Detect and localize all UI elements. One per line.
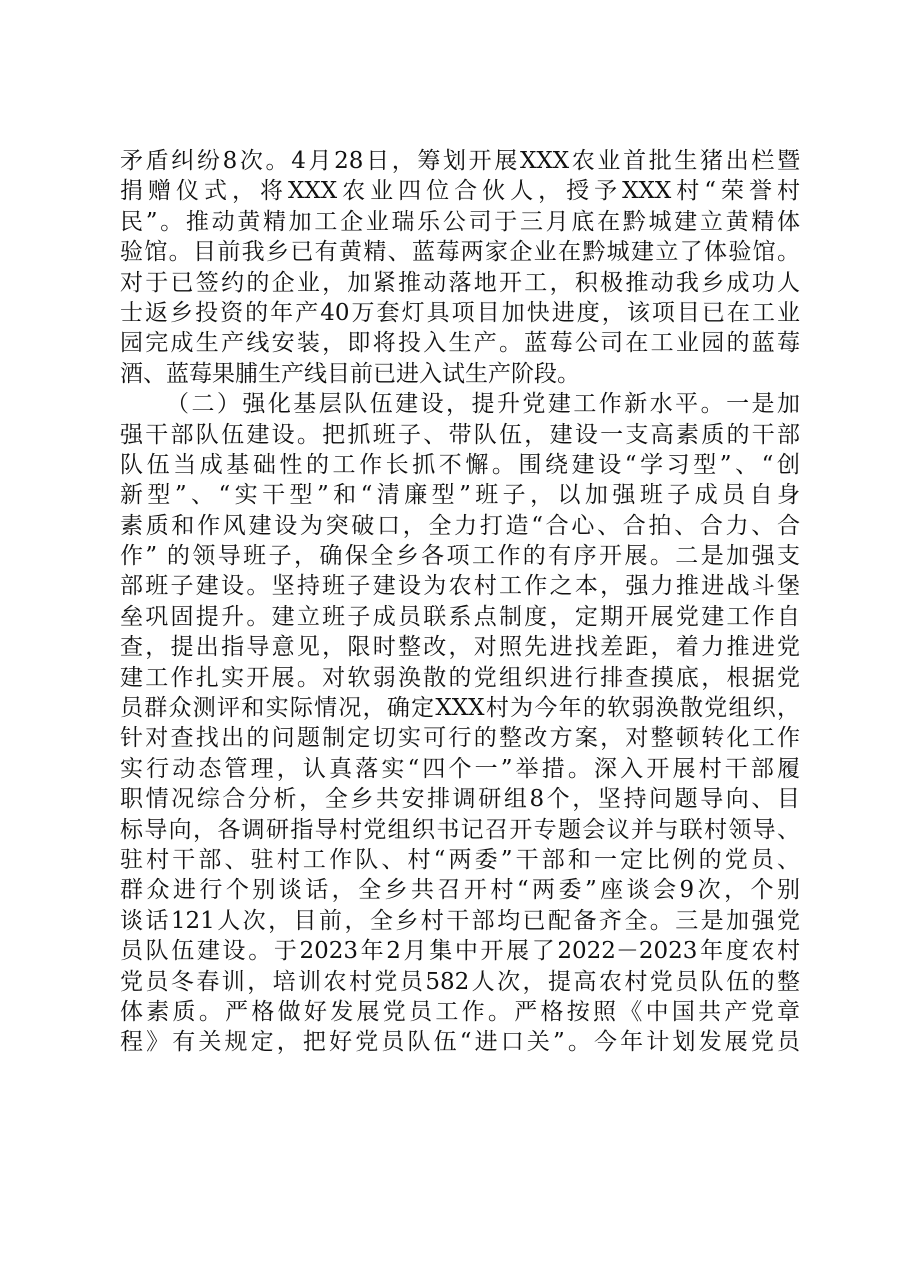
text-line: 作” 的领导班子，确保全乡各项工作的有序开展。二是加强支 [120, 543, 800, 570]
text-line: 建工作扎实开展。对软弱涣散的党组织进行排查摸底，根据党 [120, 664, 800, 691]
text-line: 对于已签约的企业，加紧推动落地开工，积极推动我乡成功人 [120, 269, 800, 296]
text-line: 程》有关规定，把好党员队伍“进口关”。今年计划发展党员 [120, 1029, 800, 1056]
section-heading-line: （二）强化基层队伍建设，提升党建工作新水平。一是加 [166, 391, 800, 418]
text-line: 员群众测评和实际情况，确定XXX村为今年的软弱涣散党组织， [120, 695, 800, 722]
text-line: 职情况综合分析，全乡共安排调研组8个，坚持问题导向、目 [120, 786, 800, 813]
text-line: 民”。推动黄精加工企业瑞乐公司于三月底在黔城建立黄精体 [120, 208, 800, 235]
text-line: 标导向，各调研指导村党组织书记召开专题会议并与联村领导、 [120, 816, 800, 843]
body-text [120, 146, 800, 1058]
text-line: 员队伍建设。于2023年2月集中开展了2022－2023年度农村 [120, 938, 800, 965]
text-line: 强干部队伍建设。把抓班子、带队伍，建设一支高素质的干部 [120, 421, 800, 448]
text-line: 捐赠仪式，将XXX农业四位合伙人，授予XXX村“荣誉村 [120, 178, 800, 205]
text-line: 针对查找出的问题制定切实可行的整改方案，对整顿转化工作 [120, 725, 800, 752]
text-line: 查，提出指导意见，限时整改，对照先进找差距，着力推进党 [120, 634, 800, 661]
text-line: 群众进行个别谈话，全乡共召开村“两委”座谈会9次，个别 [120, 877, 800, 904]
text-line: 园完成生产线安装，即将投入生产。蓝莓公司在工业园的蓝莓 [120, 330, 800, 357]
text-line: 素质和作风建设为突破口，全力打造“合心、合拍、合力、合 [120, 512, 800, 539]
text-line: 谈话121人次，目前，全乡村干部均已配备齐全。三是加强党 [120, 907, 800, 934]
text-line: 党员冬春训，培训农村党员582人次，提高农村党员队伍的整 [120, 968, 800, 995]
text-line: 士返乡投资的年产40万套灯具项目加快进度，该项目已在工业 [120, 299, 800, 326]
text-line: 体素质。严格做好发展党员工作。严格按照《中国共产党章 [120, 998, 800, 1025]
text-line: 实行动态管理，认真落实“四个一”举措。深入开展村干部履 [120, 755, 800, 782]
text-line: 队伍当成基础性的工作长抓不懈。围绕建设“学习型”、“创 [120, 451, 800, 478]
text-line: 驻村干部、驻村工作队、村“两委”干部和一定比例的党员、 [120, 846, 800, 873]
text-line: 部班子建设。坚持班子建设为农村工作之本，强力推进战斗堡 [120, 573, 800, 600]
text-line: 酒、蓝莓果脯生产线目前已进入试生产阶段。 [120, 360, 580, 387]
text-line: 新型”、“实干型”和“清廉型”班子，以加强班子成员自身 [120, 482, 800, 509]
text-line: 垒巩固提升。建立班子成员联系点制度，定期开展党建工作自 [120, 603, 800, 630]
text-line: 验馆。目前我乡已有黄精、蓝莓两家企业在黔城建立了体验馆。 [120, 239, 800, 266]
text-line: 矛盾纠纷8次。4月28日，筹划开展XXX农业首批生猪出栏暨 [120, 148, 800, 174]
